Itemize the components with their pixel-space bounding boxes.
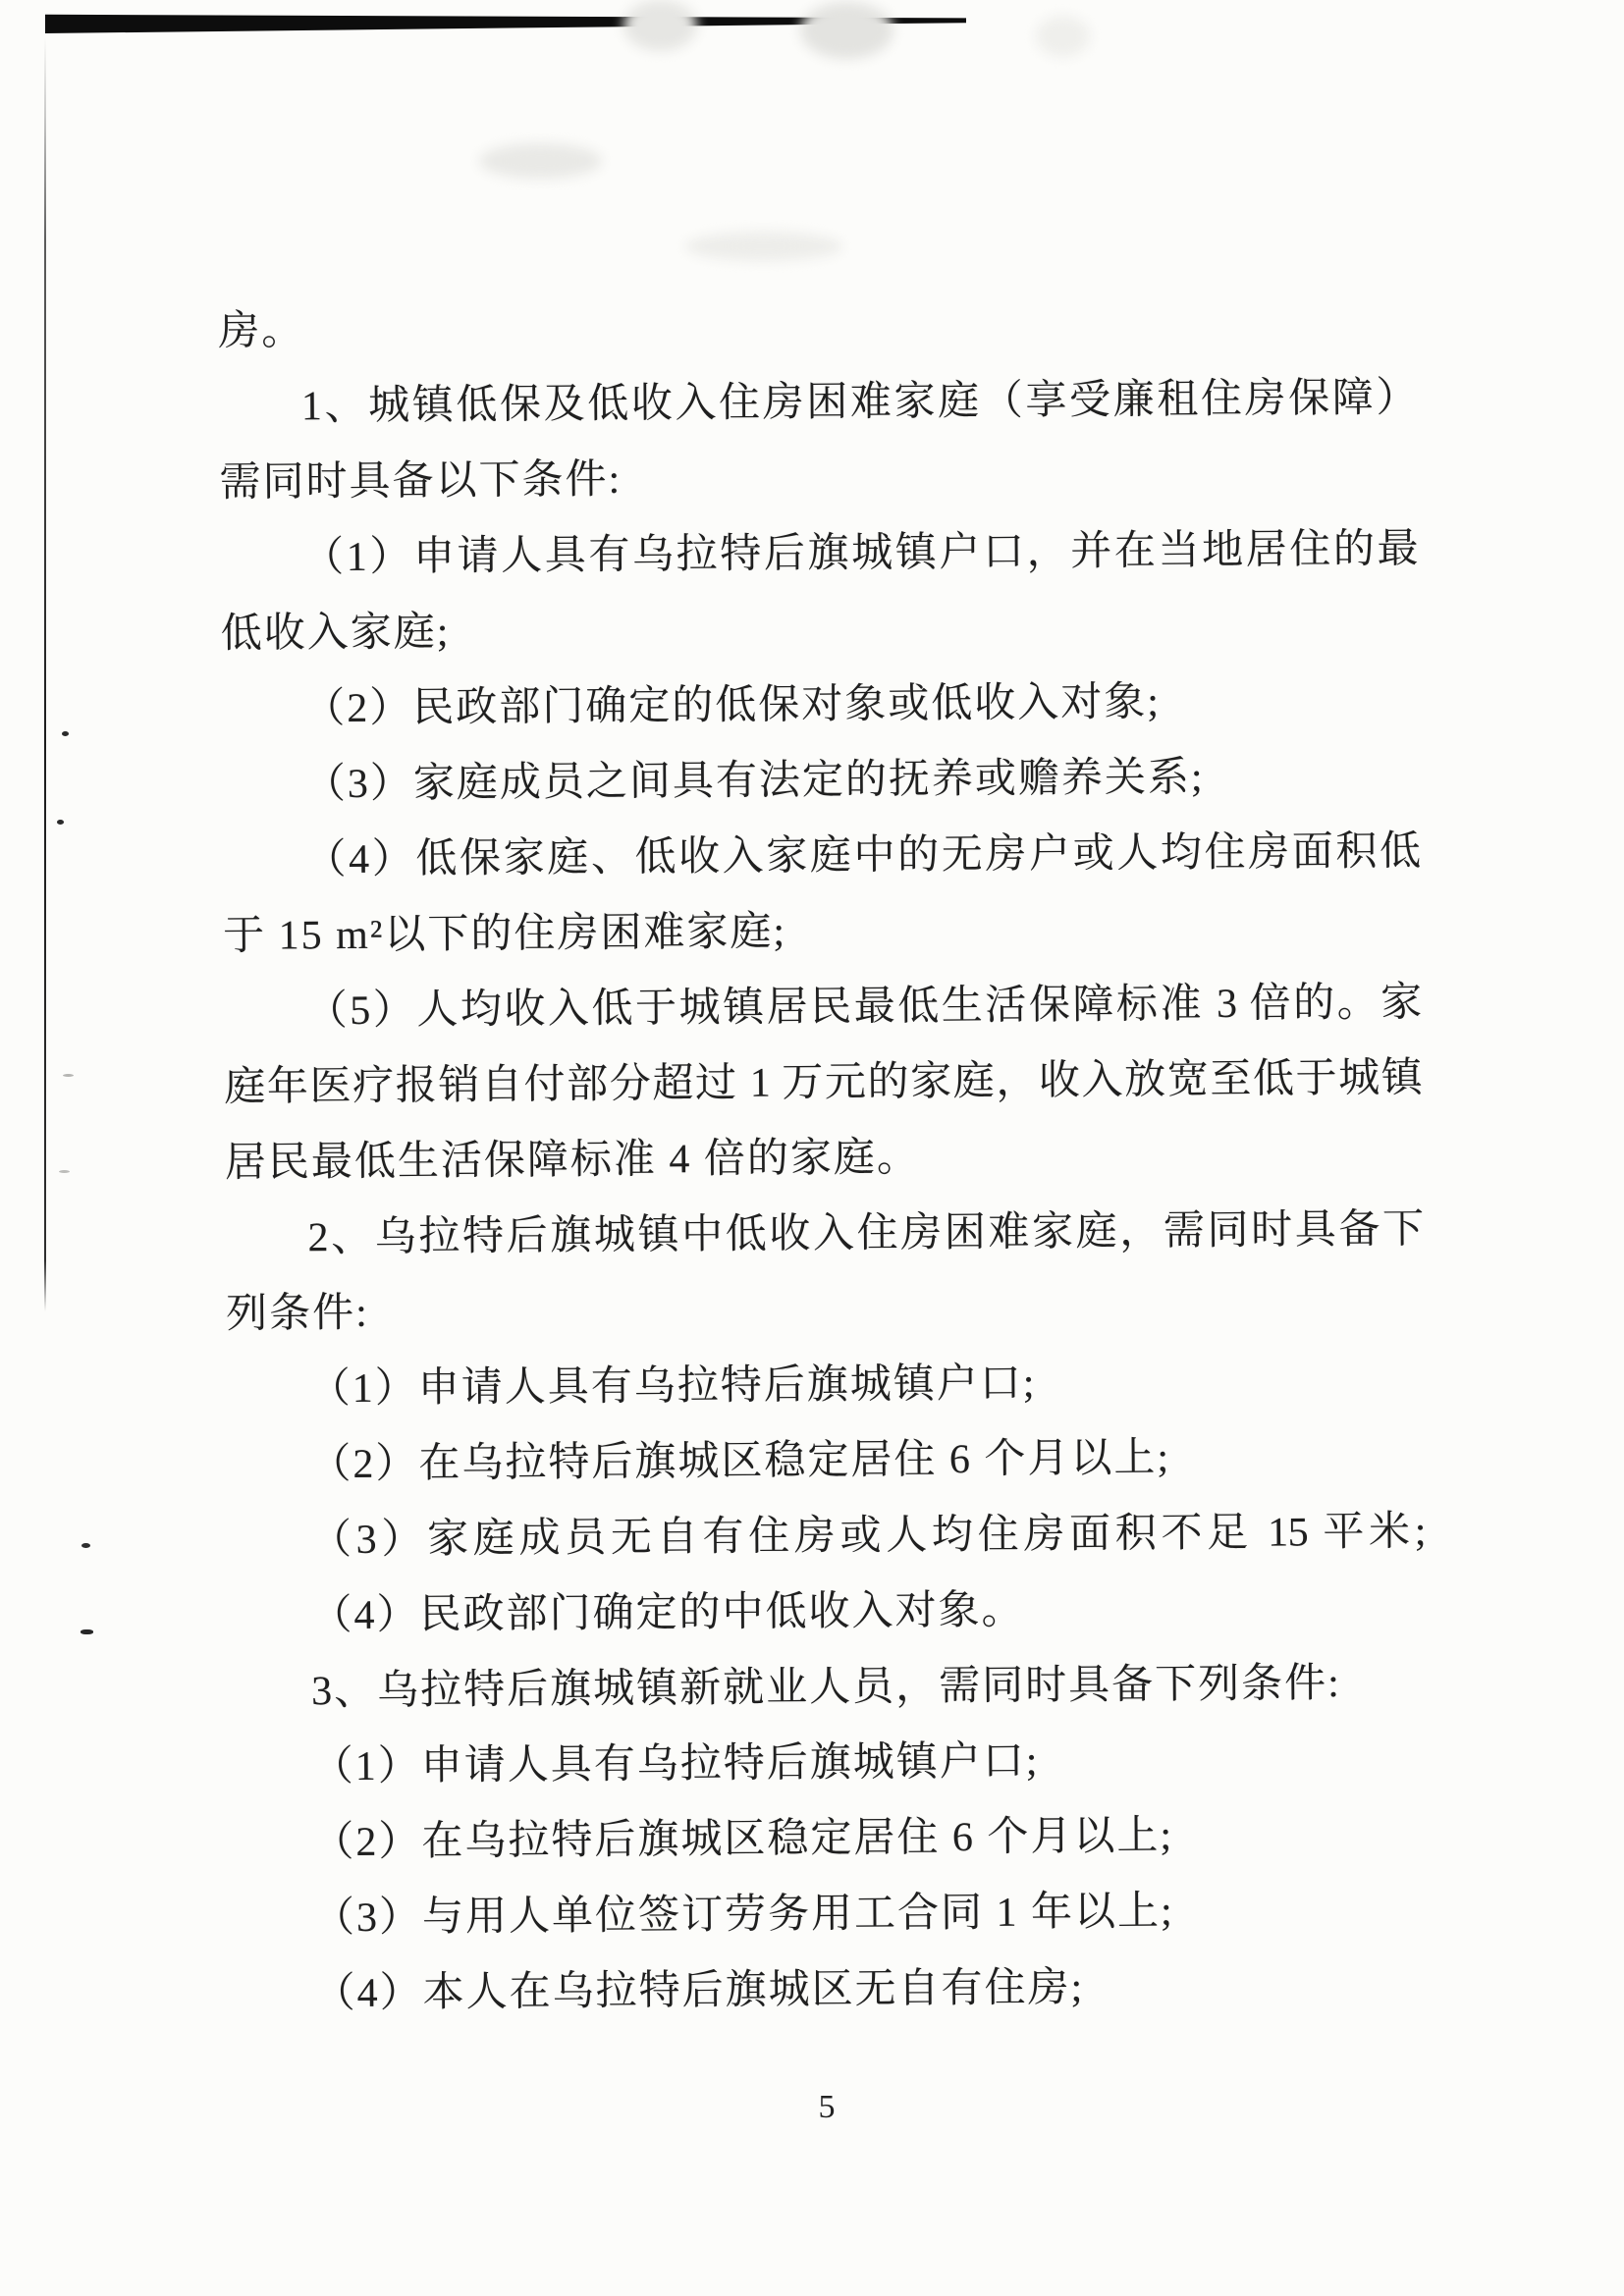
text-line: （4）民政部门确定的中低收入对象。 [310,1587,1025,1639]
text-line: （4）低保家庭、低收入家庭中的无房户或人均住房面积低 [304,828,1421,883]
text-line: （5）人均收入低于城镇居民最低生活保障标准 3 倍的。家 [305,980,1422,1035]
text-line: （1）申请人具有乌拉特后旗城镇户口; [311,1738,1040,1790]
scan-artifact-speck [59,1170,70,1173]
scan-artifact-smudge [685,232,842,261]
text-line: 居民最低生活保障标准 4 倍的家庭。 [224,1135,921,1186]
scan-artifact-speck [81,1543,90,1548]
page-number: 5 [818,2089,836,2125]
text-line: 3、乌拉特后旗城镇新就业人员，需同时具备下列条件: [311,1661,1342,1715]
scan-artifact-top-band [45,14,966,33]
scan-artifact-speck [81,1629,93,1634]
scan-artifact-smudge [800,2,893,59]
text-line: 需同时具备以下条件: [219,456,623,506]
text-line: （2）在乌拉特后旗城区稳定居住 6 个月以上; [309,1435,1171,1488]
text-line: （3）家庭成员无自有住房或人均住房面积不足 15 平米; [309,1509,1427,1564]
text-line: （1）申请人具有乌拉特后旗城镇户口，并在当地居住的最 [301,526,1419,581]
text-line: （2）在乌拉特后旗城区稳定居住 6 个月以上; [312,1813,1174,1866]
text-line: 列条件: [225,1290,370,1337]
text-line: 1、城镇低保及低收入住房困难家庭（享受廉租住房保障） [300,375,1418,430]
text-line: （3）家庭成员之间具有法定的抚养或赡养关系; [303,755,1205,808]
scan-artifact-smudge [1036,16,1090,57]
body-text [218,285,1430,2033]
text-line: 低收入家庭; [220,610,451,657]
text-line: 2、乌拉特后旗城镇中低收入住房困难家庭，需同时具备下 [307,1206,1424,1261]
scan-artifact-speck [57,820,64,825]
scan-artifact-speck [62,731,69,736]
scan-artifact-speck [63,1074,74,1077]
text-line: 庭年医疗报销自付部分超过 1 万元的家庭，收入放宽至低于城镇 [224,1055,1423,1110]
scan-artifact-smudge [623,0,697,51]
text-line: 房。 [218,308,305,354]
scan-artifact-smudge [479,143,602,179]
text-line: （3）与用人单位签订劳务用工合同 1 年以上; [312,1889,1174,1942]
scan-artifact-left-line [44,37,46,1311]
text-line: 于 15 m²以下的住房困难家庭; [222,909,787,959]
text-line: （4）本人在乌拉特后旗城区无自有住房; [313,1965,1085,2017]
text-line: （2）民政部门确定的低保对象或低收入对象; [303,679,1162,732]
text-line: （1）申请人具有乌拉特后旗城镇户口; [308,1361,1037,1413]
